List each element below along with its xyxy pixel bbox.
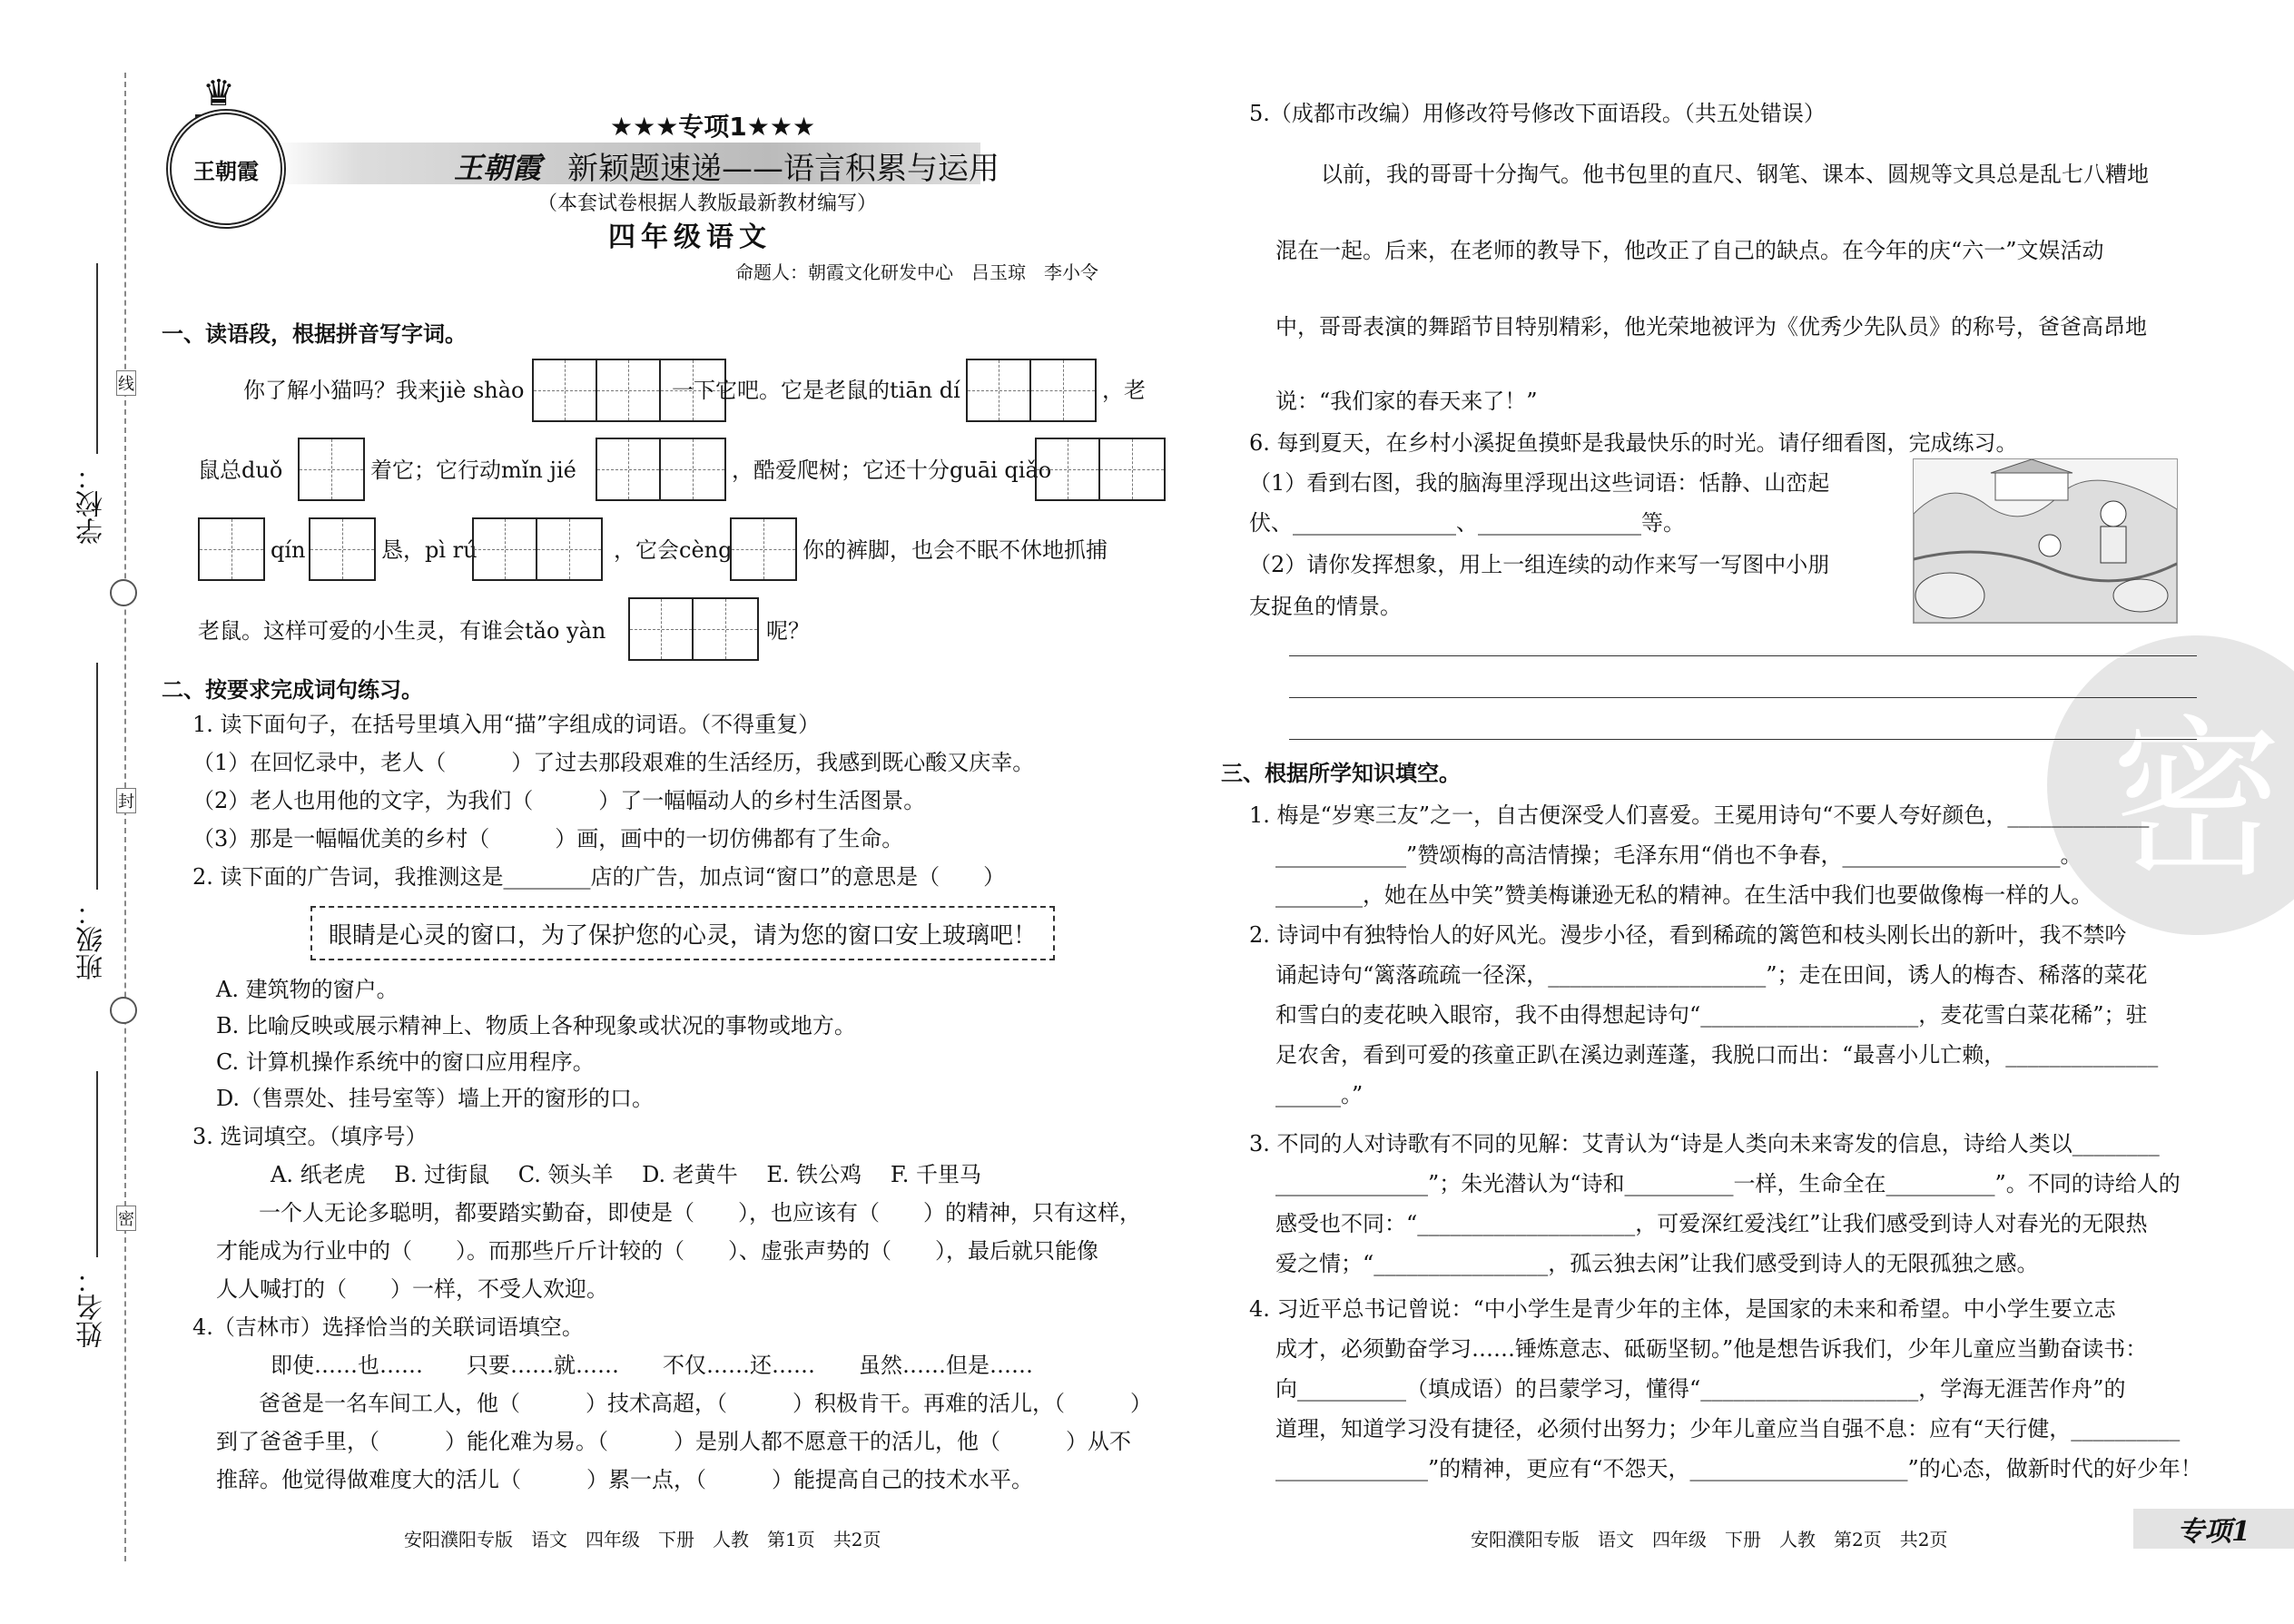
s1-text: 你的裤脚，也会不眠不休地抓捕 <box>802 537 1108 563</box>
t4-line4[interactable]: 道理，知道学习没有捷径，必须付出努力；少年儿童应当自强不息：应有“天行健，__________ <box>1275 1416 2181 1442</box>
q6-a-line1: （1）看到右图，我的脑海里浮现出这些词语：恬静、山峦起 <box>1249 470 1830 496</box>
t1-line2[interactable]: ____________”赞颂梅的高洁情操；毛泽东用“俏也不争春，____________________。 <box>1275 842 2082 868</box>
fishing-illustration <box>1913 458 2178 624</box>
t4-line3[interactable]: 向__________（填成语）的吕蒙学习，懂得“____________________，学海无涯苦作舟”的 <box>1275 1376 2126 1402</box>
q5-line2[interactable]: 混在一起。后来，在老师的教导下，他改正了自己的缺点。在今年的庆“六一”文娱活动 <box>1275 238 2104 263</box>
s1-text: ，它会cèng <box>614 537 733 563</box>
q5-line3[interactable]: 中，哥哥表演的舞蹈节目特别精彩，他光荣地被评为《优秀少先队员》的称号，爸爸高昂地 <box>1275 314 2147 340</box>
q2-3-line1[interactable]: 一个人无论多聪明，都要踏实勤奋，即使是（ ），也应该有（ ）的精神，只有这样， <box>259 1200 1141 1225</box>
name-label: 姓名： <box>76 1266 108 1348</box>
t3-line4[interactable]: 爱之情；“________________，孤云独去闲”让我们感受到诗人的无限孤独之感。 <box>1275 1251 2039 1276</box>
t3-line3[interactable]: 感受也不同：“____________________，可爱深红爱浅红”让我们感受到诗人对春光的无限热 <box>1275 1211 2148 1236</box>
t4-line1: 4. 习近平总书记曾说：“中小学生是青少年的主体，是国家的未来和希望。中小学生要立志 <box>1249 1296 2116 1322</box>
section-tag: 专项1 <box>2133 1509 2294 1549</box>
q6-a-line2[interactable]: 伏、_______________、_______________等。 <box>1249 510 1685 536</box>
header-subtitle: （本套试卷根据人教版最新教材编写） <box>537 192 878 215</box>
q2-1-a[interactable]: （1）在回忆录中，老人（ ）了过去那段艰难的生活经历，我感到既心酸又庆幸。 <box>192 750 1035 775</box>
q2-1-b[interactable]: （2）老人也用他的文字，为我们（ ）了一幅幅动人的乡村生活图景。 <box>192 788 926 813</box>
s1-text: 呢？ <box>766 618 810 644</box>
s1-text: 鼠总duǒ <box>198 458 283 483</box>
name-field[interactable] <box>96 1071 98 1257</box>
binding-label-xian: 线 <box>116 370 136 396</box>
brand-logo: 王朝霞 <box>166 109 286 229</box>
ad-slogan-box: 眼睛是心灵的窗口，为了保护您的心灵，请为您的窗口安上玻璃吧！ <box>310 906 1055 960</box>
s1-text: 你了解小猫吗？我来jiè shào <box>243 378 525 403</box>
q2-4-line2[interactable]: 到了爸爸手里，（ ）能化难为易。（ ）是别人都不愿意干的活儿，他（ ）从不 <box>216 1429 1131 1454</box>
s1-text: 一下它吧。它是老鼠的tiān dí <box>672 378 960 403</box>
q6-b-line2: 友捉鱼的情景。 <box>1249 594 1402 619</box>
q2-4-line3[interactable]: 推辞。他觉得做难度大的活儿（ ）累一点，（ ）能提高自己的技术水平。 <box>216 1467 1033 1492</box>
answer-grid-taoyan[interactable] <box>628 597 759 661</box>
t3-line2[interactable]: ______________”；朱光潜认为“诗和__________一样，生命全在__________”。不同的诗给人的 <box>1275 1171 2181 1196</box>
binding-label-mi: 密 <box>116 1206 136 1231</box>
t1-line3[interactable]: ________，她在丛中笑”赞美梅谦逊无私的精神。在生活中我们也要做像梅一样的人。 <box>1275 882 2093 908</box>
banner-brand: 王朝霞 <box>454 151 542 185</box>
answer-grid-duo[interactable] <box>298 438 365 501</box>
q2-1-prompt: 1. 读下面句子，在括号里填入用“描”字组成的词语。（不得重复） <box>192 712 821 737</box>
s1-text: 着它；它行动mǐn jié <box>370 458 576 483</box>
stars-title: ★★★专项1★★★ <box>610 112 816 142</box>
footer-right: 安阳濮阳专版 语文 四年级 下册 人教 第2页 共2页 <box>1471 1529 1948 1550</box>
class-field[interactable] <box>96 663 98 890</box>
s1-text: 恳，pì rú <box>381 537 478 563</box>
option-d: D.（售票处、挂号室等）墙上开的窗形的口。 <box>216 1086 655 1111</box>
q2-2-prompt[interactable]: 2. 读下面的广告词，我推测这是________店的广告，加点词“窗口”的意思是（ ） <box>192 864 1006 890</box>
t2-line2[interactable]: 诵起诗句“篱落疏疏一径深，____________________”；走在田间，诱人的梅杏、稀落的菜花 <box>1275 962 2148 988</box>
q2-3-line2[interactable]: 才能成为行业中的（ ）。而那些斤斤计较的（ ）、虚张声势的（ ），最后就只能像 <box>216 1238 1098 1264</box>
section-1-title: 一、读语段，根据拼音写字词。 <box>162 321 467 347</box>
q5-line1[interactable]: 以前，我的哥哥十分掏气。他书包里的直尺、钢笔、课本、圆规等文具总是乱七八糟地 <box>1321 162 2149 187</box>
t3-line1[interactable]: 3. 不同的人对诗歌有不同的见解：艾青认为“诗是人类向未来寄发的信息，诗给人类以________ <box>1249 1131 2160 1156</box>
q2-4-line1[interactable]: 爸爸是一名车间工人，他（ ）技术高超，（ ）积极肯干。再难的活儿，（ ） <box>259 1391 1152 1416</box>
option-c: C. 计算机操作系统中的窗口应用程序。 <box>216 1049 595 1075</box>
q6-b-line1: （2）请你发挥想象，用上一组连续的动作来写一写图中小朋 <box>1249 552 1830 577</box>
t4-line5[interactable]: ______________”的精神，更应有“不怨天，____________________”的心态，做新时代的好少年！ <box>1275 1456 2202 1481</box>
q6-answer-line[interactable] <box>1289 739 2197 740</box>
q2-3-options: A. 纸老虎 B. 过街鼠 C. 领头羊 D. 老黄牛 E. 铁公鸡 F. 千里马 <box>271 1162 981 1187</box>
binding-hole-icon <box>110 579 137 606</box>
t1-line1[interactable]: 1. 梅是“岁寒三友”之一，自古便深受人们喜爱。王冕用诗句“不要人夸好颜色，_____________ <box>1249 802 2150 828</box>
class-label: 班级： <box>76 899 108 980</box>
section-2-title: 二、按要求完成词句练习。 <box>162 677 423 703</box>
answer-grid-tiandi[interactable] <box>966 359 1097 422</box>
answer-grid-piru[interactable] <box>472 517 603 581</box>
q6-answer-line[interactable] <box>1289 697 2197 698</box>
s1-text: ，酷爱爬树；它还十分guāi qiǎo <box>732 458 1052 483</box>
banner-title: 新颖题速递——语言积累与运用 <box>567 151 999 187</box>
q6-answer-line[interactable] <box>1289 655 2197 656</box>
t2-line1: 2. 诗词中有独特怡人的好风光。漫步小径，看到稀疏的篱笆和枝头刚长出的新叶，我不禁吟 <box>1249 922 2127 948</box>
answer-grid-minjie[interactable] <box>596 438 726 501</box>
s1-text: 老鼠。这样可爱的小生灵，有谁会tǎo yàn <box>198 618 606 644</box>
answer-grid-qin2[interactable] <box>309 517 376 581</box>
option-b: B. 比喻反映或展示精神上、物质上各种现象或状况的事物或地方。 <box>216 1013 856 1038</box>
option-a: A. 建筑物的窗户。 <box>216 977 399 1002</box>
binding-hole-icon <box>110 997 137 1024</box>
q5-prompt: 5.（成都市改编）用修改符号修改下面语段。（共五处错误） <box>1249 101 1826 126</box>
q5-line4[interactable]: 说：“我们家的春天来了！” <box>1275 389 1538 414</box>
binding-dashed-line <box>124 73 126 1561</box>
t2-line4[interactable]: 足农舍，看到可爱的孩童正趴在溪边剥莲蓬，我脱口而出：“最喜小儿亡赖，______________ <box>1275 1042 2159 1068</box>
q2-3-prompt: 3. 选词填空。（填序号） <box>192 1124 428 1149</box>
q6-prompt: 6. 每到夏天，在乡村小溪捉鱼摸虾是我最快乐的时光。请仔细看图，完成练习。 <box>1249 430 2018 456</box>
grade-subject-title: 四年级语文 <box>608 221 772 253</box>
s1-text: ，老 <box>1102 378 1146 403</box>
s1-text: qín <box>271 537 306 563</box>
q2-1-c[interactable]: （3）那是一幅幅优美的乡村（ ）画，画中的一切仿佛都有了生命。 <box>192 826 904 851</box>
answer-grid-ceng[interactable] <box>730 517 797 581</box>
school-field[interactable] <box>96 263 98 454</box>
q2-4-prompt: 4.（吉林市）选择恰当的关联词语填空。 <box>192 1314 584 1340</box>
t2-line3[interactable]: 和雪白的麦花映入眼帘，我不由得想起诗句“____________________，麦花雪白菜花稀”；驻 <box>1275 1002 2148 1028</box>
binding-label-feng: 封 <box>116 788 136 813</box>
footer-left: 安阳濮阳专版 语文 四年级 下册 人教 第1页 共2页 <box>404 1529 881 1550</box>
section-3-title: 三、根据所学知识填空。 <box>1221 761 1461 786</box>
school-label: 学校： <box>76 463 108 545</box>
q2-4-options: 即使……也…… 只要……就…… 不仅……还…… 虽然……但是…… <box>271 1353 1033 1378</box>
t4-line2: 成才，必须勤奋学习……锤炼意志、砥砺坚韧。”他是想告诉我们，少年儿童应当勤奋读书： <box>1275 1336 2148 1362</box>
q2-3-line3[interactable]: 人人喊打的（ ）一样，不受人欢迎。 <box>216 1276 608 1302</box>
authors-line: 命题人：朝霞文化研发中心 吕玉琼 李小令 <box>735 261 1098 283</box>
answer-grid-qin[interactable] <box>198 517 265 581</box>
t2-line5[interactable]: ______。” <box>1275 1082 1364 1107</box>
watermark-seal: 密 <box>2047 635 2294 935</box>
answer-grid-guaiqiao[interactable] <box>1035 438 1166 501</box>
